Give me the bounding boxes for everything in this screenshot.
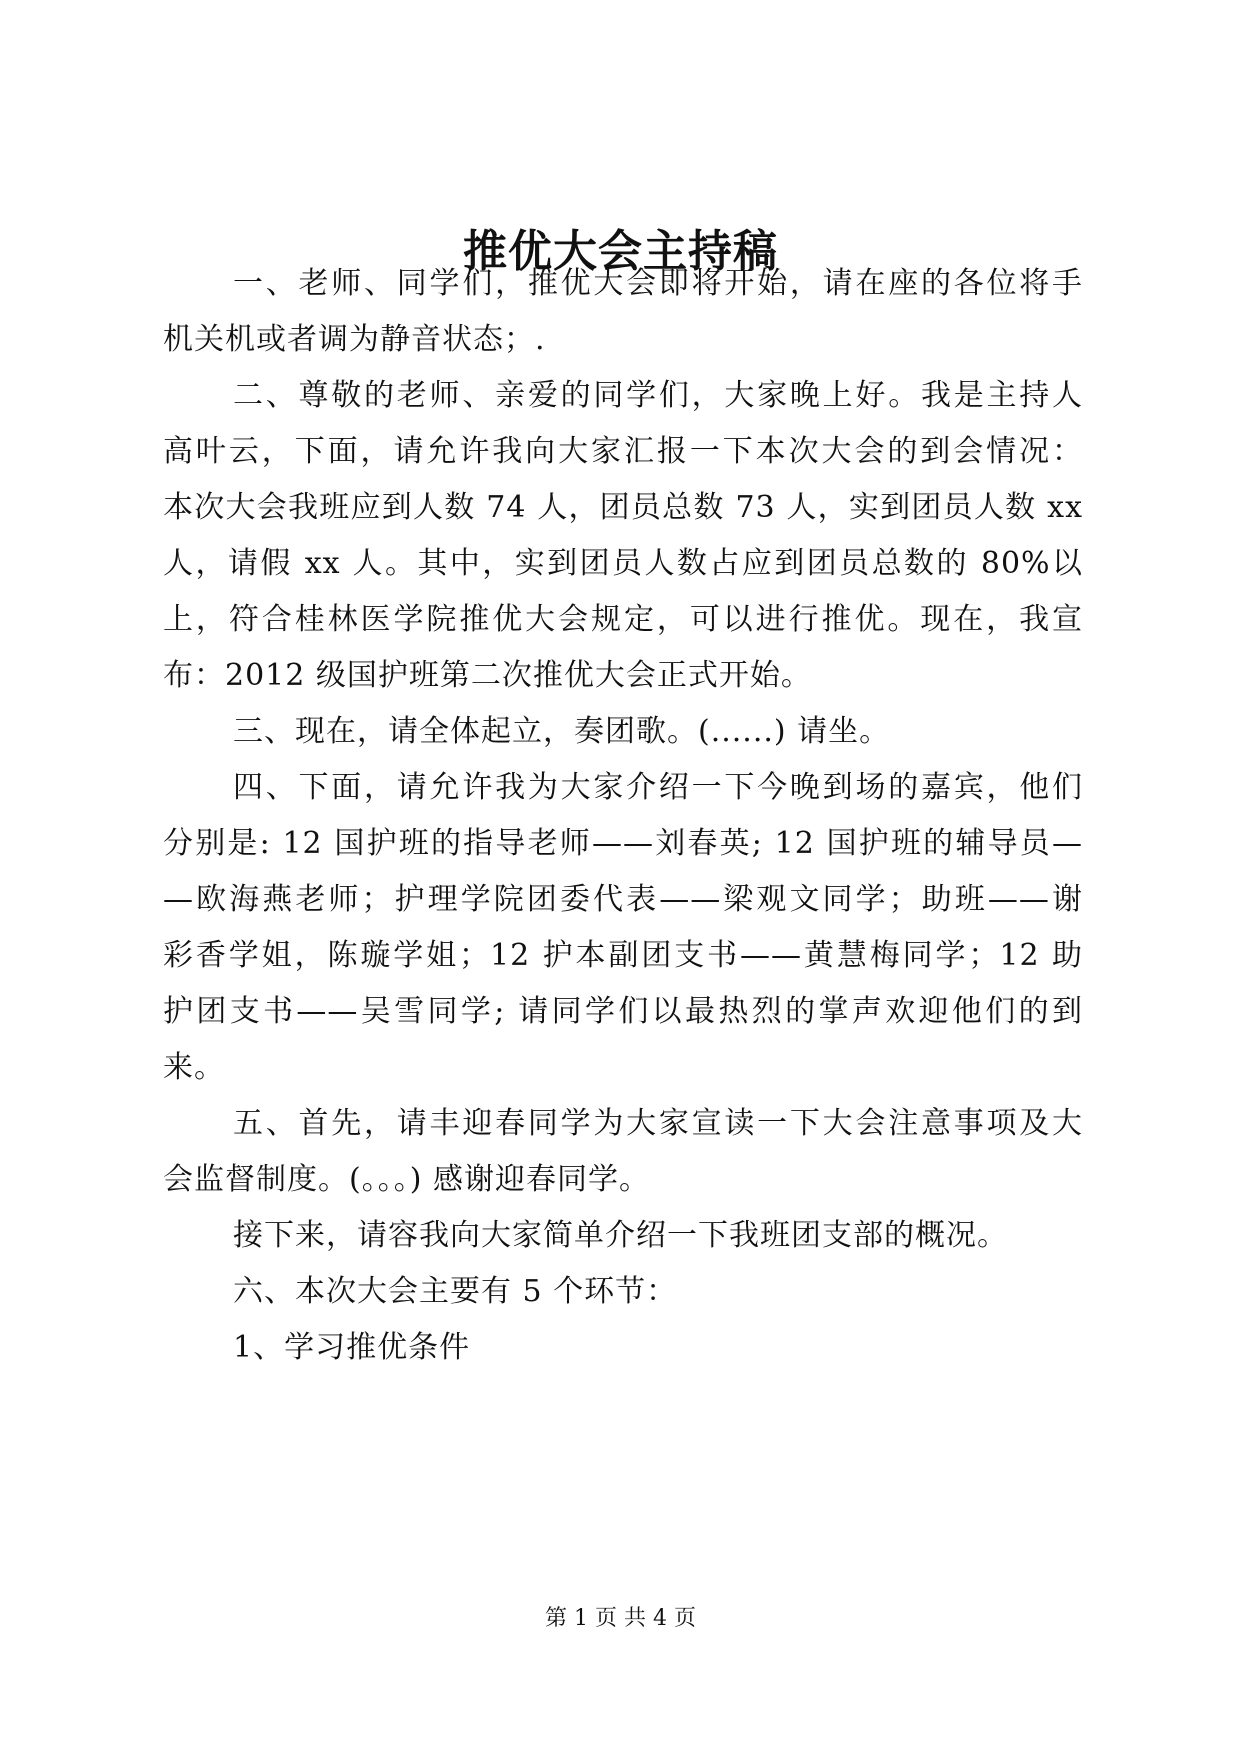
paragraph-line: 来。 <box>163 1050 225 1085</box>
paragraph-line: 布：2012 级国护班第二次推优大会正式开始。 <box>163 658 812 693</box>
paragraph-line: 接下来，请容我向大家简单介绍一下我班团支部的概况。 <box>233 1218 1008 1253</box>
paragraph-line: 1、学习推优条件 <box>233 1330 471 1365</box>
paragraph-line: 分别是: 12 国护班的指导老师——刘春英; 12 国护班的辅导员— <box>163 826 1083 861</box>
paragraph-line: 四、下面，请允许我为大家介绍一下今晚到场的嘉宾，他们 <box>233 770 1083 805</box>
paragraph-line: —欧海燕老师；护理学院团委代表——梁观文同学；助班——谢 <box>163 882 1083 917</box>
paragraph-line: 人，请假 xx 人。其中，实到团员人数占应到团员总数的 80%以 <box>163 546 1083 581</box>
paragraph-line: 五、首先，请丰迎春同学为大家宣读一下大会注意事项及大 <box>233 1106 1083 1141</box>
paragraph-line: 护团支书——吴雪同学; 请同学们以最热烈的掌声欢迎他们的到 <box>163 994 1083 1029</box>
paragraph-line: 彩香学姐，陈璇学姐；12 护本副团支书——黄慧梅同学；12 助 <box>163 938 1083 973</box>
paragraph-line: 会监督制度。(。。。) 感谢迎春同学。 <box>163 1162 650 1197</box>
paragraph-line: 一、老师、同学们，推优大会即将开始，请在座的各位将手 <box>233 266 1083 301</box>
paragraph-line: 三、现在，请全体起立，奏团歌。(......) 请坐。 <box>233 714 891 749</box>
paragraph-line: 本次大会我班应到人数 74 人，团员总数 73 人，实到团员人数 xx <box>163 490 1083 525</box>
document-title: 推优大会主持稿 <box>463 226 778 277</box>
paragraph-line: 机关机或者调为静音状态；. <box>163 322 546 357</box>
paragraph-line: 六、本次大会主要有 5 个环节： <box>233 1274 678 1309</box>
page-footer: 第 1 页 共 4 页 <box>545 1606 696 1631</box>
paragraph-line: 高叶云，下面，请允许我向大家汇报一下本次大会的到会情况： <box>163 434 1083 469</box>
paragraph-line: 二、尊敬的老师、亲爱的同学们，大家晚上好。我是主持人 <box>233 378 1083 413</box>
paragraph-line: 上，符合桂林医学院推优大会规定，可以进行推优。现在，我宣 <box>163 602 1083 637</box>
